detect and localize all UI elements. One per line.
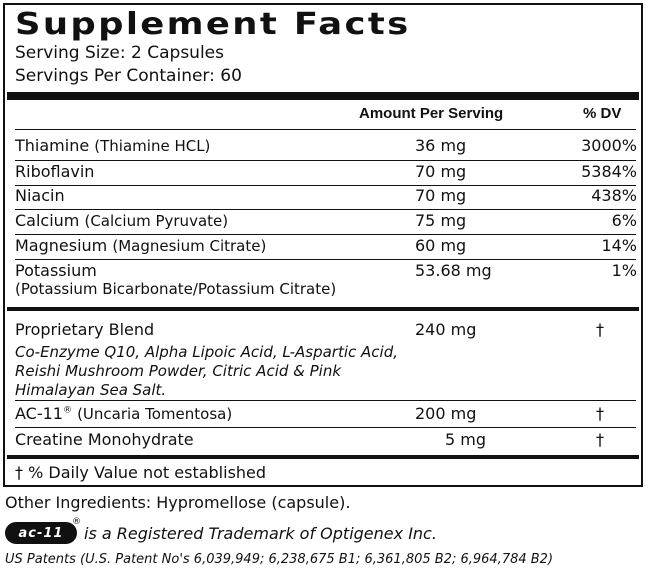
ac11-dv: † — [596, 404, 604, 423]
thick-divider-top — [7, 92, 639, 100]
nutrient-dv: 438% — [591, 186, 637, 205]
amount-header: Amount Per Serving — [359, 105, 504, 122]
nutrient-row — [15, 211, 228, 230]
nutrient-amount: 60 mg — [415, 236, 467, 255]
patents-line: US Patents (U.S. Patent No's 6,039,949; 6,238,675 B1; 6,361,805 B2; 6,964,784 B2) — [5, 552, 554, 567]
nutrient-detail: (Potassium Bicarbonate/Potassium Citrate) — [15, 280, 337, 298]
blend-ingredients: Co-Enzyme Q10, Alpha Lipoic Acid, L-Aspartic Acid, Reishi Mushroom Powder, Citric Acid & Pink Himalayan Sea Salt. — [15, 343, 398, 399]
nutrient-detail: (Calcium Pyruvate) — [84, 212, 229, 230]
ac11-reg: ® — [62, 405, 72, 416]
blend-amount: 240 mg — [415, 320, 477, 339]
blend-dv: † — [596, 320, 604, 339]
nutrient-name: Magnesium — [15, 236, 108, 255]
nutrient-amount: 36 mg — [415, 136, 467, 155]
row-rule — [15, 160, 636, 161]
header-rule — [15, 129, 636, 130]
row-rule — [15, 259, 636, 260]
ac11-name: AC-11 — [15, 404, 63, 423]
creatine-name: Creatine Monohydrate — [15, 430, 194, 449]
nutrient-dv: 6% — [611, 211, 637, 230]
nutrient-detail: (Magnesium Citrate) — [112, 237, 267, 255]
nutrient-row — [15, 162, 94, 181]
servings-per-container: Servings Per Container: 60 — [15, 66, 242, 86]
ac11-row — [15, 404, 232, 423]
ac11-logo: ac-11 — [5, 522, 77, 544]
nutrient-name: Calcium — [15, 211, 80, 230]
nutrient-name: Niacin — [15, 186, 65, 205]
nutrient-name: Potassium — [15, 261, 97, 280]
nutrient-amount: 53.68 mg — [415, 261, 492, 280]
row-rule — [15, 400, 636, 401]
nutrient-name: Riboflavin — [15, 162, 95, 181]
creatine-amount: 5 mg — [445, 430, 487, 449]
nutrient-amount: 70 mg — [415, 186, 467, 205]
nutrient-name: Thiamine — [15, 136, 90, 155]
nutrient-detail: (Thiamine HCL) — [94, 137, 211, 155]
nutrient-row — [15, 236, 266, 255]
row-rule — [15, 427, 636, 428]
blend-name: Proprietary Blend — [15, 320, 155, 339]
panel-title: Supplement Facts — [15, 7, 411, 42]
row-rule — [15, 185, 636, 186]
nutrient-amount: 75 mg — [415, 211, 467, 230]
dv-footnote: † % Daily Value not established — [15, 463, 267, 482]
creatine-dv: † — [596, 430, 604, 449]
nutrient-amount: 70 mg — [415, 162, 467, 181]
nutrient-dv: 1% — [611, 261, 637, 280]
serving-size: Serving Size: 2 Capsules — [15, 43, 224, 63]
supplement-facts-panel — [3, 3, 643, 487]
nutrient-dv: 3000% — [581, 136, 637, 155]
nutrient-row — [15, 186, 65, 205]
trademark-text: is a Registered Trademark of Optigenex Inc. — [84, 524, 437, 543]
logo-reg-mark: ® — [72, 517, 81, 527]
medium-divider — [7, 307, 639, 311]
nutrient-dv: 5384% — [581, 162, 637, 181]
other-ingredients: Other Ingredients: Hypromellose (capsule). — [5, 493, 351, 512]
row-rule — [15, 234, 636, 235]
row-rule — [15, 209, 636, 210]
medium-divider-bottom — [7, 455, 639, 459]
ac11-detail: (Uncaria Tomentosa) — [77, 405, 233, 423]
nutrient-row — [15, 136, 210, 155]
dv-header: % DV — [583, 105, 622, 122]
ac11-amount: 200 mg — [415, 404, 477, 423]
nutrient-dv: 14% — [601, 236, 637, 255]
